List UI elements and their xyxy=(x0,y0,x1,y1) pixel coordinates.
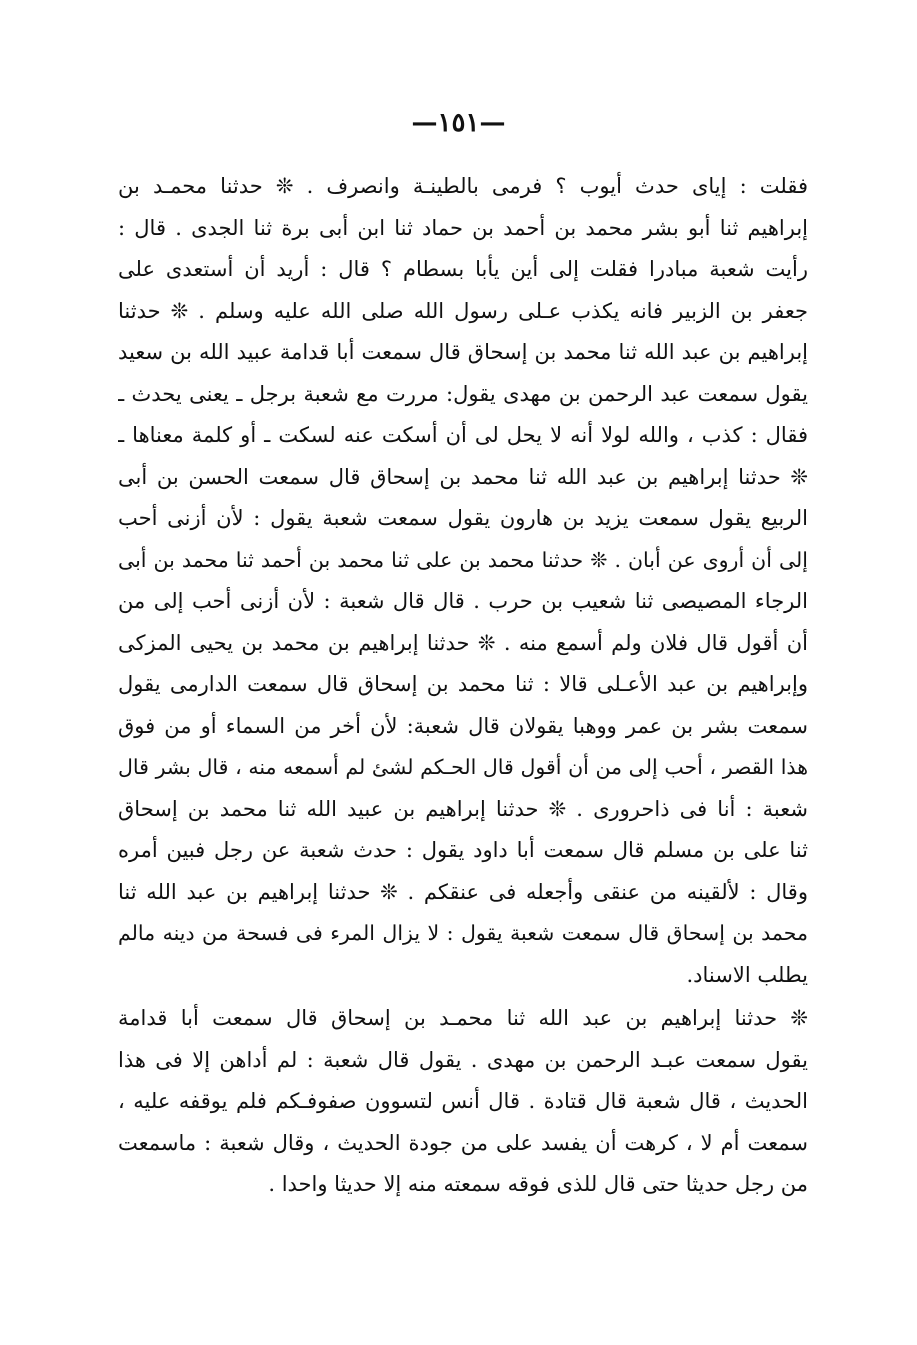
text-line: محمد بن إسحاق قال سمعت شعبة يقول : لا يزال المرء فى فسحة من دينه مالم xyxy=(118,921,808,945)
text-line: رأيت شعبة مبادرا فقلت إلى أين يأبا بسطام ؟ قال : أريد أن أستعدى على xyxy=(118,257,808,281)
text-line: فقال : كذب ، والله لولا أنه لا يحل لى أن أسكت عنه لسكت ـ أو كلمة معناها ـ xyxy=(118,423,808,447)
text-line: من رجل حديثا حتى قال للذى فوقه سمعته منه إلا حديثا واحدا . xyxy=(268,1172,808,1196)
text-line: سمعت بشر بن عمر ووهبا يقولان قال شعبة: لأن أخر من السماء أو من فوق xyxy=(118,713,808,738)
text-line: يطلب الاسناد. xyxy=(686,962,808,987)
text-line: فقلت : إياى حدث أيوب ؟ فرمى بالطينـة وانصرف . ❊ حدثنا محمـد بن xyxy=(118,174,808,198)
text-line: إلى أن أروى عن أبان . ❊ حدثنا محمد بن على ثنا محمد بن أحمد ثنا محمد بن أبى xyxy=(118,547,808,572)
text-line: أن أقول قال فلان ولم أسمع منه . ❊ حدثنا إبراهيم بن محمد بن يحيى المزكى xyxy=(118,630,808,655)
paragraph-2 xyxy=(118,998,808,1206)
text-line: الربيع يقول سمعت يزيد بن هارون يقول سمعت شعبة يقول : لأن أزنى أحب xyxy=(118,506,808,530)
paragraph-1 xyxy=(118,166,808,996)
text-line: وإبراهيم بن عبد الأعـلى قالا : ثنا محمد بن إسحاق قال سمعت الدارمى يقول xyxy=(118,672,808,696)
text-line: وقال : لألقينه من عنقى وأجعله فى عنقكم . ❊ حدثنا إبراهيم بن عبد الله ثنا xyxy=(118,879,808,904)
text-line: سمعت أم لا ، كرهت أن يفسد على من جودة الحديث ، وقال شعبة : ماسمعت xyxy=(118,1130,808,1155)
text-line: شعبة : أنا فى ذاحرورى . ❊ حدثنا إبراهيم بن عبيد الله ثنا محمد بن إسحاق xyxy=(118,796,808,821)
page-number: —١٥١— xyxy=(411,108,506,138)
text-line: إبراهيم ثنا أبو بشر محمد بن أحمد بن حماد ثنا ابن أبى برة ثنا الجدى . قال : xyxy=(118,215,808,240)
text-line: هذا القصر ، أحب إلى من أن أقول قال الحـكم لشئ لم أسمعه منه ، قال بشر قال xyxy=(118,755,808,779)
text-line: ثنا على بن مسلم قال سمعت أبا داود يقول : حدث شعبة عن رجل فبين أمره xyxy=(118,838,808,862)
text-line: يقول سمعت عبد الرحمن بن مهدى يقول: مررت مع شعبة برجل ـ يعنى يحدث ـ xyxy=(118,381,808,406)
text-line: ❊ حدثنا إبراهيم بن عبد الله ثنا محمد بن إسحاق قال سمعت الحسن بن أبى xyxy=(118,464,808,489)
text-line: إبراهيم بن عبد الله ثنا محمد بن إسحاق قال سمعت أبا قدامة عبيد الله بن سعيد xyxy=(118,340,808,364)
text-line: يقول سمعت عبـد الرحمن بن مهدى . يقول قال شعبة : لم أداهن إلا فى هذا xyxy=(118,1047,808,1072)
text-line: جعفر بن الزبير فانه يكذب عـلى رسول الله صلى الله عليه وسلم . ❊ حدثنا xyxy=(118,298,808,323)
text-line: الحديث ، قال شعبة قال قتادة . قال أنس لتسوون صفوفـكم فلم يوقفه عليه ، xyxy=(118,1089,808,1113)
text-line: الرجاء المصيصى ثنا شعيب بن حرب . قال قال شعبة : لأن أزنى أحب إلى من xyxy=(118,589,808,613)
text-line: ❊ حدثنا إبراهيم بن عبد الله ثنا محمـد بن إسحاق قال سمعت أبا قدامة xyxy=(118,1006,808,1030)
